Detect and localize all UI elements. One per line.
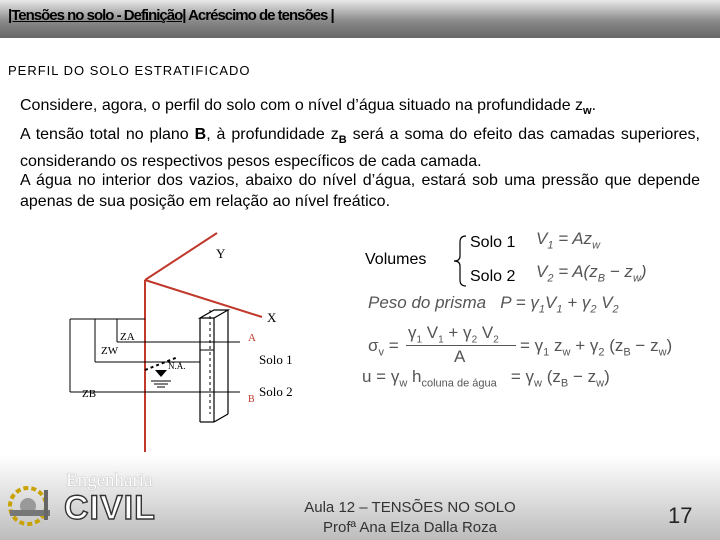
y-label: Y [216,246,226,261]
formula-u: $u = \gamma_w$ $h_{coluna de água} = \gamma_w$ $(z_B - z_w)$ [362,367,610,390]
paragraph-2-b: B [194,126,207,143]
x-axis [145,280,262,317]
volumes-brace [450,232,470,292]
formula-v1: $V_1 = Az_w$ [536,229,601,252]
paragraph-3: A água no interior dos vazios, abaixo do nível d’água, estará sob uma pressão que depende apenas de sua posição em relação ao nível freático. [20,172,700,210]
section-title: PERFIL DO SOLO ESTRATIFICADO [8,63,251,78]
paragraph-1-text: Considere, agora, o perfil do solo com o nível d’água situado na profundidade z [20,97,584,114]
x-label: X [267,310,277,325]
paragraph-1-end: . [591,97,597,114]
paragraph-2-d: será a soma do efeito das camadas superiores, considerando os respectivos pesos específicos de cada camada. [20,126,700,171]
soil-profile-diagram [0,230,360,470]
paragraph-1 [20,95,700,122]
a-label: A [248,332,256,344]
paragraph-1-sub: w [583,105,592,118]
paragraph-2 [20,124,700,172]
footer-line-1: Aula 12 – TENSÕES NO SOLO [304,499,516,516]
header-title-rest: Acréscimo de tensões | [185,7,334,24]
volumes-label: Volumes [365,251,427,268]
water-level-icon [155,370,167,377]
logo-civil-text: CIVIL [64,489,156,527]
formula-peso: Peso do prisma $P = \gamma_1V_1 + \gamma_2$ $V_2$ [368,293,619,316]
solo2-label: Solo 2 [259,384,293,399]
prism-bottom-2 [214,414,228,422]
footer-line-2: Profª Ana Elza Dalla Roza [323,519,497,536]
header-bar [0,0,720,38]
footer-text [296,498,524,538]
paragraph-2-sub: B [338,134,347,147]
paragraph-2-c: , à profundidade z [206,126,339,143]
na-label: N.A. [168,361,186,371]
y-axis [145,233,217,280]
logo-engenharia-text: Engenharia [66,470,153,491]
paragraph-2-a: A tensão total no plano [20,126,195,143]
volumes-solo1: Solo 1 [470,234,516,251]
b-label: B [248,394,255,405]
zb-label: ZB [82,388,97,400]
header-title [8,7,334,24]
page-number: 17 [668,503,693,528]
volumes-solo2: Solo 2 [470,268,516,285]
formula-v2: $V_2 = A(z_B - z_w)$ [536,262,647,285]
header-title-link[interactable]: |Tensões no solo - Definição| [8,7,186,24]
za-label: ZA [120,331,135,343]
zw-label: ZW [101,345,119,357]
solo1-label: Solo 1 [259,352,293,367]
prism-top [200,310,228,318]
engenharia-logo-icon [4,470,68,534]
